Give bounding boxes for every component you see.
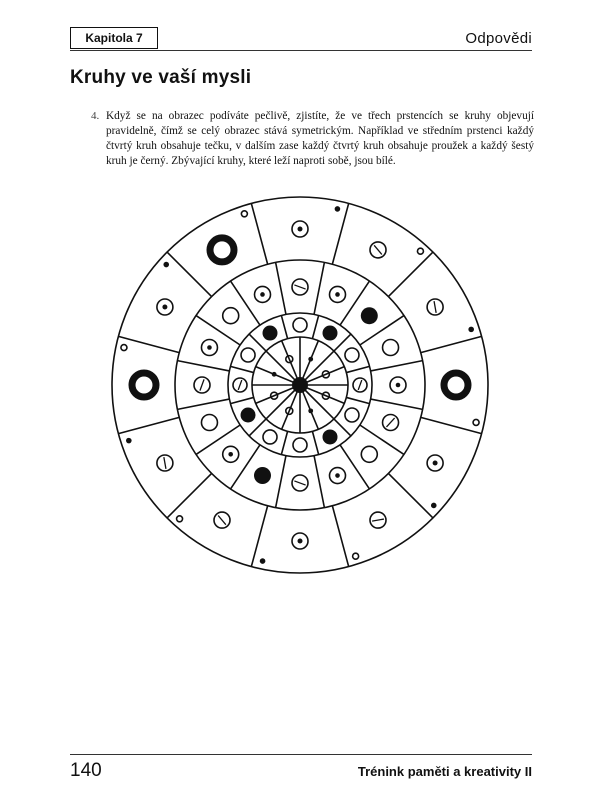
circle-stripe xyxy=(238,380,242,390)
chapter-label: Kapitola 7 xyxy=(70,27,158,49)
circle-stripe xyxy=(434,301,436,313)
section-label: Odpovědi xyxy=(465,30,532,47)
outer-marker-circle xyxy=(353,553,359,559)
outer-marker-dot xyxy=(126,438,132,444)
middle-ring-divider xyxy=(276,456,286,508)
outer-marker-circle xyxy=(121,345,127,351)
circle-stripe xyxy=(294,481,305,485)
middle-ring-divider xyxy=(177,399,229,409)
inner-circle-black xyxy=(323,326,338,341)
middle-circle xyxy=(201,415,217,431)
middle-circle xyxy=(383,339,399,355)
outer-ring-divider xyxy=(332,203,348,264)
middle-ring-divider xyxy=(360,425,404,454)
outer-marker-dot xyxy=(468,327,474,333)
circle-dot xyxy=(433,461,438,466)
circle-dot xyxy=(162,305,167,310)
circle-dot xyxy=(396,383,401,388)
outer-ring-divider xyxy=(251,506,267,567)
circle-dot xyxy=(298,227,303,232)
inner-circle xyxy=(345,348,359,362)
book-title: Trénink paměti a kreativity II xyxy=(357,764,532,779)
circle-stripe xyxy=(386,418,394,427)
center-marker-dot xyxy=(272,372,277,377)
center-hub xyxy=(292,377,308,393)
inner-circle-black xyxy=(323,429,338,444)
inner-ring-divider xyxy=(346,366,369,372)
outer-marker-dot xyxy=(431,503,437,509)
outer-circle-black-ring xyxy=(132,373,156,397)
circle-stripe xyxy=(372,519,384,521)
middle-ring-divider xyxy=(340,445,369,489)
outer-ring-divider xyxy=(251,203,267,264)
outer-marker-circle xyxy=(417,248,423,254)
circle-dot xyxy=(298,539,303,544)
middle-ring-divider xyxy=(196,316,240,345)
outer-ring-divider xyxy=(332,506,348,567)
inner-circle xyxy=(293,318,307,332)
inner-circle-black xyxy=(263,326,278,341)
middle-ring-divider xyxy=(371,399,423,409)
circle-dot xyxy=(335,473,340,478)
middle-circle xyxy=(223,308,239,324)
center-marker-dot xyxy=(308,408,313,413)
outer-ring-divider xyxy=(118,336,179,352)
outer-ring-divider xyxy=(421,417,482,433)
inner-ring-divider xyxy=(312,431,318,454)
page-number: 140 xyxy=(70,760,102,781)
circle-stripe xyxy=(218,516,226,525)
middle-ring-divider xyxy=(276,262,286,314)
middle-circle xyxy=(361,446,377,462)
middle-ring-divider xyxy=(196,425,240,454)
inner-ring-divider xyxy=(230,366,253,372)
outer-marker-circle xyxy=(473,419,479,425)
inner-circle xyxy=(241,348,255,362)
middle-circle-black xyxy=(361,307,378,324)
outer-ring-divider xyxy=(388,252,433,297)
outer-ring-divider xyxy=(388,473,433,518)
outer-marker-dot xyxy=(163,262,169,268)
answer-text: Když se na obrazec podíváte pečlivě, zjistíte, že ve třech prstencích se kruhy objevují pravidelně, čímž se celý obrazec stává symetrickým. Například ve středním prstenci každý čtvrtý kruh obsahuje tečku, v dalším zase každý čtvrtý kruh obsahuje proužek a každý šestý kruh je černý. Zbývající kruhy, které leží naproti sobě, jsou bílé. xyxy=(106,110,534,167)
circle-figure xyxy=(110,195,490,575)
outer-ring-divider xyxy=(167,473,212,518)
inner-ring-divider xyxy=(281,431,287,454)
outer-marker-dot xyxy=(335,206,341,212)
inner-circle xyxy=(263,430,277,444)
inner-circle xyxy=(345,408,359,422)
circle-stripe xyxy=(164,457,166,469)
footer-divider xyxy=(70,754,532,755)
outer-ring-divider xyxy=(421,336,482,352)
header-divider xyxy=(70,50,532,51)
inner-ring-divider xyxy=(346,397,369,403)
circle-stripe xyxy=(358,380,362,390)
answer-number: 4. xyxy=(91,110,100,122)
circle-dot xyxy=(228,452,233,457)
outer-circle-black-ring xyxy=(210,238,234,262)
center-marker-dot xyxy=(308,357,313,362)
outer-ring-divider xyxy=(118,417,179,433)
middle-circle-black xyxy=(254,467,271,484)
outer-circle-black-ring xyxy=(444,373,468,397)
circle-dot xyxy=(260,292,265,297)
middle-ring-divider xyxy=(177,361,229,371)
inner-ring-divider xyxy=(312,315,318,338)
outer-ring-divider xyxy=(167,252,212,297)
middle-ring-divider xyxy=(371,361,423,371)
inner-circle xyxy=(293,438,307,452)
middle-ring-divider xyxy=(231,445,260,489)
circle-dot xyxy=(207,345,212,350)
middle-ring-divider xyxy=(314,456,324,508)
outer-marker-circle xyxy=(241,211,247,217)
inner-ring-divider xyxy=(281,315,287,338)
circle-dot xyxy=(335,292,340,297)
circle-stripe xyxy=(294,285,305,289)
middle-ring-divider xyxy=(231,281,260,325)
inner-circle-black xyxy=(241,408,256,423)
page-title: Kruhy ve vaší mysli xyxy=(70,67,252,88)
circle-stripe xyxy=(374,245,382,254)
outer-marker-dot xyxy=(260,558,266,564)
circle-stripe xyxy=(200,379,204,390)
outer-marker-circle xyxy=(177,516,183,522)
inner-ring-divider xyxy=(230,397,253,403)
middle-ring-divider xyxy=(314,262,324,314)
